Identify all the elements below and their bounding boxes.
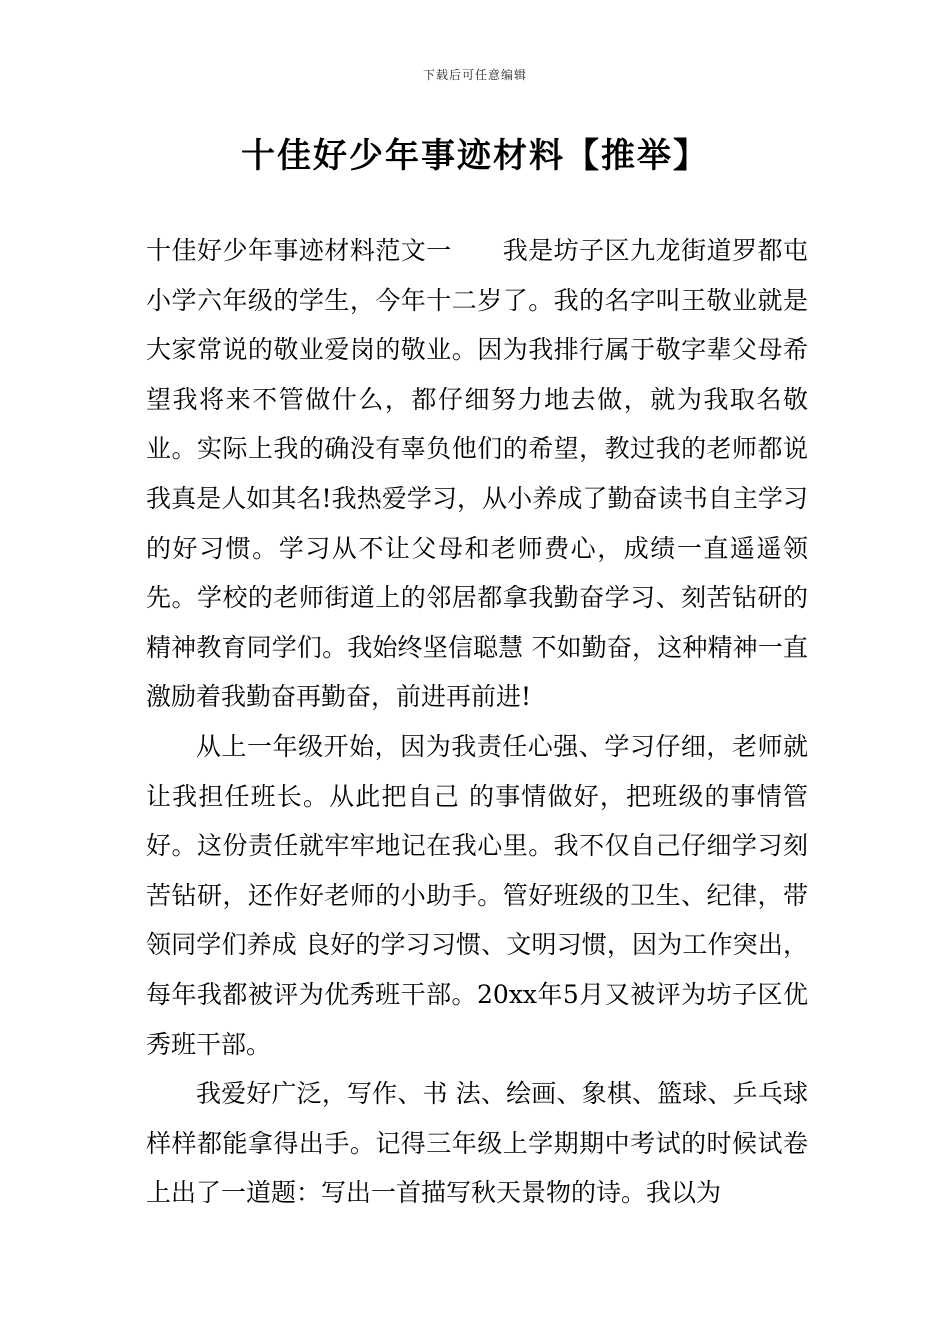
header-note: 下载后可任意编辑: [422, 68, 527, 82]
document-title: 十佳好少年事迹材料【推举】: [241, 136, 709, 176]
paragraph-1: 十佳好少年事迹材料范文一 我是坊子区九龙街道罗都屯小学六年级的学生，今年十二岁了。我的名字叫王敬业就是大家常说的敬业爱岗的敬业。因为我排行属于敬字辈父母希 望我将来不管做什么，都仔细努力地去做，就为我取名敬业。实际上我的确没有辜负他们的希望，教过我的老师都说我真是人如其名!我热爱学习，从小养成了勤奋读书自主学习的好习惯。学习从不让父母和老师费心，成绩一直遥遥领先。学校的老师街道上的邻居都拿我勤奋学习、刻苦钻研的精神教育同学们。我始终坚信聪慧 不如勤奋，这种精神一直激励着我勤奋再勤奋，前进再前进!: [146, 236, 808, 712]
document-body: [146, 226, 808, 1218]
paragraph-2: 从上一年级开始，因为我责任心强、学习仔细，老师就让我担任班长。从此把自己 的事情做好，把班级的事情管好。这份责任就牢牢地记在我心里。我不仅自己仔细学习刻苦钻研，还作好老师的小助手。管好班级的卫生、纪律，带领同学们养成 良好的学习习惯、文明习惯，因为工作突出，每年我都被评为优秀班干部。20xx年5月又被评为坊子区优秀班干部。: [146, 731, 808, 1059]
paragraph-3: 我爱好广泛，写作、书 法、绘画、象棋、篮球、乒乓球样样都能拿得出手。记得三年级上学期期中考试的时候试卷上出了一道题：写出一首描写秋天景物的诗。我以为: [146, 1079, 808, 1208]
